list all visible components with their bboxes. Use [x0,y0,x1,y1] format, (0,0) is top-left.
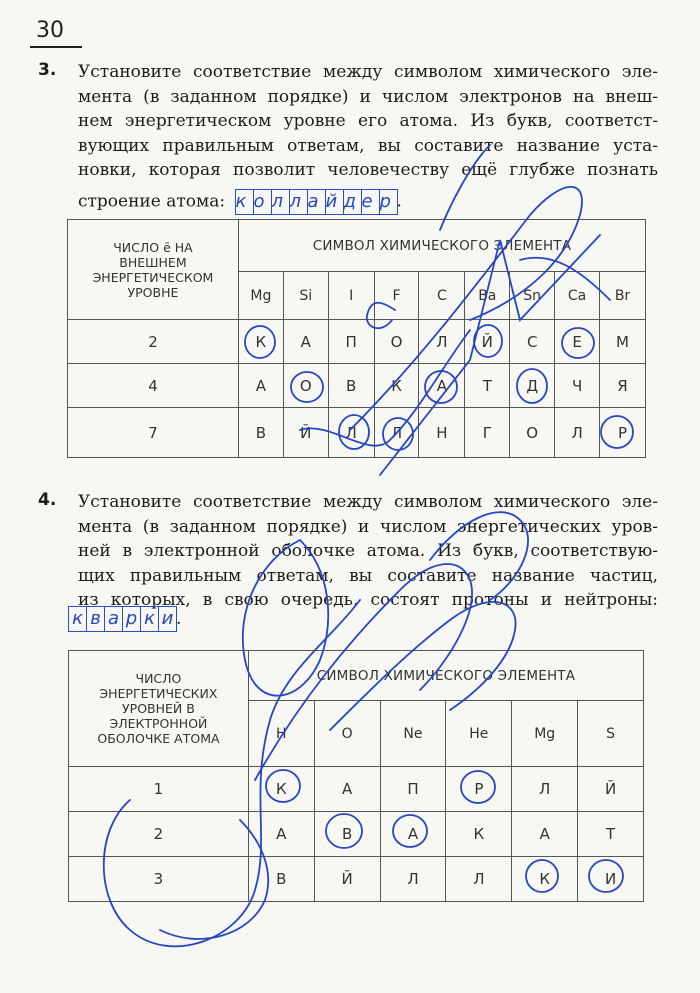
element-symbol: H [248,701,314,767]
element-symbol: Ba [465,272,510,320]
letter-cell[interactable]: Г [465,408,510,458]
letter-cell[interactable]: Л [512,767,578,812]
answer-field[interactable] [235,189,397,215]
task-last-line [78,189,658,215]
letter-cell[interactable]: Л [374,408,419,458]
letter-cell[interactable]: В [314,812,380,857]
table-left-header: ЧИСЛО ЭНЕРГЕТИЧЕСКИХ УРОВНЕЙ В ЭЛЕКТРОННОЙ ОБОЛОЧКЕ АТОМА [69,651,249,767]
answer-letter: к [235,189,254,215]
task-line: Установите соответствие между символом химического эле- [78,492,658,512]
letter-cell[interactable]: В [238,408,283,458]
element-symbol: Ne [380,701,446,767]
task-text [78,60,658,215]
letter-cell[interactable]: Р [600,408,646,458]
letter-cell[interactable]: Ч [555,364,600,408]
row-label: 7 [68,408,239,458]
answer-letter: л [289,189,308,215]
letter-cell[interactable]: К [446,812,512,857]
element-symbol: He [446,701,512,767]
letter-cell[interactable]: Л [555,408,600,458]
row-label: 2 [68,320,239,364]
task-number: 4. [38,490,57,510]
element-symbol: O [314,701,380,767]
letter-cell[interactable]: К [512,857,578,902]
task-line: Установите соответствие между символом химического эле- [78,62,658,82]
letter-cell[interactable]: А [248,812,314,857]
letter-cell[interactable]: К [374,364,419,408]
task-line: мента (в заданном порядке) и числом энергетических уров- [78,516,658,537]
task-line: из которых, в свою очередь, состоят протоны и нейтроны: [78,590,658,610]
answer-period: . [396,191,402,211]
letter-cell[interactable]: Й [578,767,644,812]
table-row [69,767,644,812]
letter-cell[interactable]: Л [446,857,512,902]
task-line: строение атома: [78,191,226,211]
letter-cell[interactable]: В [328,364,374,408]
row-label: 2 [69,812,249,857]
answer-letter: к [140,606,159,632]
letter-cell[interactable]: А [283,320,328,364]
table-left-header: ЧИСЛО ē НА ВНЕШНЕМ ЭНЕРГЕТИЧЕСКОМ УРОВНЕ [68,220,239,320]
table-row [68,364,646,408]
element-symbol: I [328,272,374,320]
table-row [68,408,646,458]
task-4 [38,490,658,613]
letter-cell[interactable]: Т [465,364,510,408]
element-symbol: Mg [512,701,578,767]
letter-cell[interactable]: П [380,767,446,812]
letter-cell[interactable]: Д [510,364,555,408]
letter-cell[interactable]: Й [314,857,380,902]
element-symbol: Si [283,272,328,320]
table-top-header: СИМВОЛ ХИМИЧЕСКОГО ЭЛЕМЕНТА [238,220,645,272]
task-3-table [67,219,646,458]
letter-cell[interactable]: А [238,364,283,408]
letter-cell[interactable]: О [510,408,555,458]
letter-cell[interactable]: Й [465,320,510,364]
letter-cell[interactable]: П [328,320,374,364]
element-symbol: Br [600,272,646,320]
element-symbol: Ca [555,272,600,320]
letter-cell[interactable]: Л [380,857,446,902]
element-symbol: Mg [238,272,283,320]
answer-letter: е [361,189,380,215]
letter-cell[interactable]: А [512,812,578,857]
letter-cell[interactable]: Т [578,812,644,857]
letter-cell[interactable]: И [578,857,644,902]
letter-cell[interactable]: О [374,320,419,364]
answer-field[interactable] [68,606,176,632]
letter-cell[interactable]: Й [283,408,328,458]
letter-cell[interactable]: Н [419,408,465,458]
task-line: новки, которая позволит человечеству ещё глубже познать [78,160,658,180]
element-symbol: F [374,272,419,320]
letter-cell[interactable]: А [419,364,465,408]
letter-cell[interactable]: Л [328,408,374,458]
task-4-answer [68,606,181,632]
task-line: нем энергетическом уровне его атома. Из букв, соответст- [78,111,658,131]
answer-letter: и [158,606,177,632]
element-symbol: C [419,272,465,320]
table-row [69,857,644,902]
table-row [69,812,644,857]
task-line: вующих правильным ответам, вы составите название уста- [78,135,658,156]
table-top-header: СИМВОЛ ХИМИЧЕСКОГО ЭЛЕМЕНТА [248,651,643,701]
table-row [68,320,646,364]
task-3 [38,60,658,215]
answer-letter: д [343,189,362,215]
letter-cell[interactable]: М [600,320,646,364]
page-number: 30 [36,18,64,43]
task-line: ней в электронной оболочке атома. Из букв, соответствую- [78,541,658,561]
answer-letter: р [379,189,398,215]
answer-letter: а [104,606,123,632]
letter-cell[interactable]: А [380,812,446,857]
letter-cell[interactable]: С [510,320,555,364]
row-label: 4 [68,364,239,408]
letter-cell[interactable]: В [248,857,314,902]
letter-cell[interactable]: А [314,767,380,812]
answer-letter: а [307,189,326,215]
answer-letter: в [86,606,105,632]
answer-letter: й [325,189,344,215]
row-label: 1 [69,767,249,812]
letter-cell[interactable]: Л [419,320,465,364]
letter-cell[interactable]: Я [600,364,646,408]
letter-cell[interactable]: К [238,320,283,364]
page-number-rule [30,46,82,48]
letter-cell[interactable]: Р [446,767,512,812]
element-symbol: S [578,701,644,767]
task-number: 3. [38,60,57,80]
answer-letter: р [122,606,141,632]
letter-cell[interactable]: К [248,767,314,812]
answer-letter: о [253,189,272,215]
row-label: 3 [69,857,249,902]
task-line: щих правильным ответам, вы составите название частиц, [78,565,658,586]
answer-letter: к [68,606,87,632]
task-text [78,490,658,613]
answer-letter: л [271,189,290,215]
task-line: мента (в заданном порядке) и числом электронов на внеш- [78,86,658,107]
letter-cell[interactable]: О [283,364,328,408]
task-4-table [68,650,644,902]
answer-period: . [176,609,182,629]
letter-cell[interactable]: Е [555,320,600,364]
element-symbol: Sn [510,272,555,320]
